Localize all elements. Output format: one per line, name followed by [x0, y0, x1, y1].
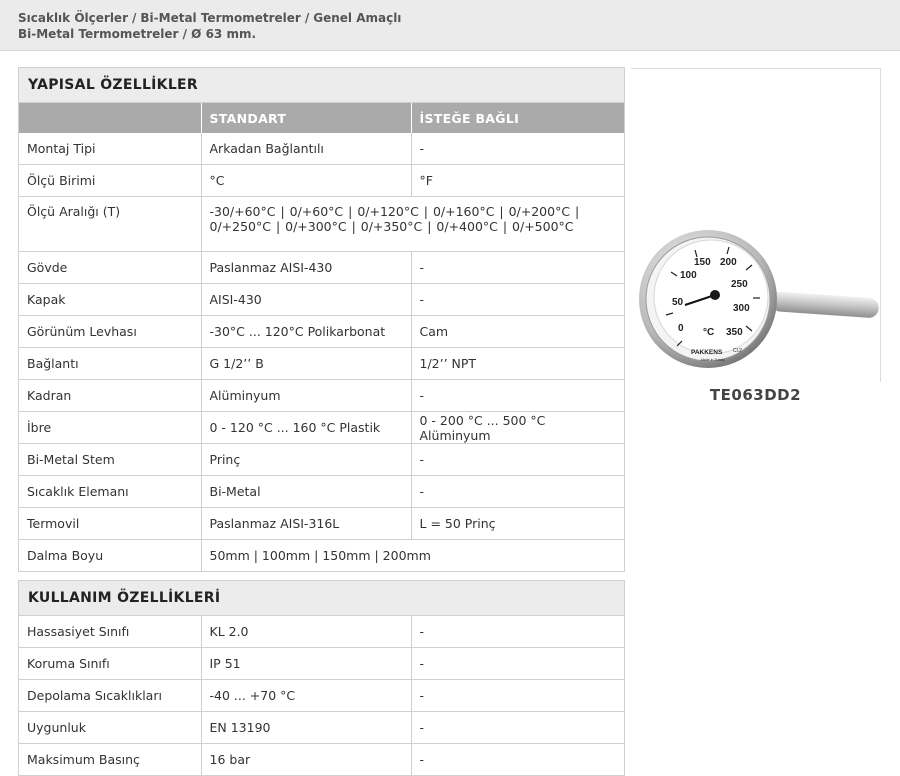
table-row — [19, 316, 624, 348]
row-label: Depolama Sıcaklıkları — [19, 680, 201, 712]
column-header-standard: STANDART — [201, 103, 411, 133]
row-standard-value: Prinç — [201, 444, 411, 476]
product-image-box — [631, 68, 881, 382]
thermometer-product-image — [631, 69, 880, 382]
row-optional-value: 1/2’’ NPT — [411, 348, 624, 380]
row-label: Sıcaklık Elemanı — [19, 476, 201, 508]
page-title: Bi-Metal Termometreler / Ø 63 mm. — [18, 27, 257, 41]
table-row — [19, 412, 624, 444]
row-standard-value: KL 2.0 — [201, 616, 411, 648]
row-optional-value: Cam — [411, 316, 624, 348]
structural-features-table — [19, 103, 624, 572]
table-row — [19, 508, 624, 540]
usage-features-title: KULLANIM ÖZELLİKLERİ — [19, 581, 624, 616]
row-standard-value: -40 ... +70 °C — [201, 680, 411, 712]
breadcrumb-item-genel-amacli[interactable]: Genel Amaçlı — [313, 11, 402, 25]
dial-number-100: 100 — [680, 270, 697, 281]
row-standard-value: -30°C ... 120°C Polikarbonat — [201, 316, 411, 348]
row-optional-value: - — [411, 284, 624, 316]
row-optional-value: - — [411, 252, 624, 284]
row-optional-value: °F — [411, 165, 624, 197]
row-label: Maksimum Basınç — [19, 744, 201, 776]
row-label: Montaj Tipi — [19, 133, 201, 165]
dial-number-200: 200 — [720, 257, 737, 268]
dial-number-0: 0 — [678, 323, 684, 334]
row-standard-value: °C — [201, 165, 411, 197]
structural-features-title: YAPISAL ÖZELLİKLER — [19, 68, 624, 103]
table-row — [19, 616, 624, 648]
table-row — [19, 284, 624, 316]
row-standard-value: G 1/2’’ B — [201, 348, 411, 380]
row-standard-value: Paslanmaz AISI-316L — [201, 508, 411, 540]
row-label: Termovil — [19, 508, 201, 540]
row-label: Gövde — [19, 252, 201, 284]
dial-number-150: 150 — [694, 257, 711, 268]
usage-features-section — [18, 580, 625, 776]
table-row — [19, 540, 624, 572]
row-standard-value: Bi-Metal — [201, 476, 411, 508]
class-mark: Cl.2 — [733, 348, 742, 354]
row-optional-value: - — [411, 648, 624, 680]
row-standard-value: -30/+60°C | 0/+60°C | 0/+120°C | 0/+160°C | 0/+200°C | 0/+250°C | 0/+300°C | 0/+350°C | 0/+400°C | 0/+500°C — [201, 197, 624, 252]
row-standard-value: IP 51 — [201, 648, 411, 680]
row-standard-value: 50mm | 100mm | 150mm | 200mm — [201, 540, 624, 572]
table-row — [19, 712, 624, 744]
dial-number-250: 250 — [731, 279, 748, 290]
dial-number-350: 350 — [726, 327, 743, 338]
column-header-label — [19, 103, 201, 133]
brand-label: PAKKENS — [691, 349, 723, 356]
column-header-optional: İSTEĞE BAĞLI — [411, 103, 624, 133]
row-standard-value: Arkadan Bağlantılı — [201, 133, 411, 165]
pointer-hub — [710, 290, 720, 300]
row-label: Uygunluk — [19, 712, 201, 744]
row-label: Kapak — [19, 284, 201, 316]
made-in-label: Made in Turkey — [701, 358, 725, 362]
dial-number-300: 300 — [733, 303, 750, 314]
breadcrumb-bar — [0, 0, 900, 51]
structural-features-section — [18, 67, 625, 572]
row-label: Koruma Sınıfı — [19, 648, 201, 680]
row-optional-value: - — [411, 680, 624, 712]
row-label: Kadran — [19, 380, 201, 412]
usage-features-table — [19, 616, 624, 776]
row-label: Ölçü Birimi — [19, 165, 201, 197]
row-optional-value: - — [411, 444, 624, 476]
table-row — [19, 165, 624, 197]
table-row — [19, 348, 624, 380]
row-optional-value: - — [411, 712, 624, 744]
row-standard-value: 0 - 120 °C ... 160 °C Plastik — [201, 412, 411, 444]
breadcrumb-item-bi-metal-termometreler[interactable]: Bi-Metal Termometreler — [140, 11, 301, 25]
table-row — [19, 133, 624, 165]
row-label: Bi-Metal Stem — [19, 444, 201, 476]
table-header-row — [19, 103, 624, 133]
row-standard-value: Alüminyum — [201, 380, 411, 412]
row-optional-value: - — [411, 616, 624, 648]
table-row — [19, 380, 624, 412]
row-optional-value: 0 - 200 °C ... 500 °C Alüminyum — [411, 412, 624, 444]
row-standard-value: 16 bar — [201, 744, 411, 776]
table-row — [19, 252, 624, 284]
row-standard-value: Paslanmaz AISI-430 — [201, 252, 411, 284]
table-row — [19, 197, 624, 252]
breadcrumb-separator: / — [132, 11, 137, 25]
row-optional-value: - — [411, 380, 624, 412]
breadcrumb-item-sicaklik-olcerler[interactable]: Sıcaklık Ölçerler — [18, 11, 128, 25]
row-optional-value: - — [411, 744, 624, 776]
row-standard-value: EN 13190 — [201, 712, 411, 744]
row-standard-value: AISI-430 — [201, 284, 411, 316]
product-code: TE063DD2 — [709, 386, 802, 404]
row-label: Bağlantı — [19, 348, 201, 380]
row-label: Ölçü Aralığı (T) — [19, 197, 201, 252]
row-label: Dalma Boyu — [19, 540, 201, 572]
row-optional-value: L = 50 Prinç — [411, 508, 624, 540]
table-row — [19, 444, 624, 476]
row-optional-value: - — [411, 133, 624, 165]
table-row — [19, 744, 624, 776]
row-optional-value: - — [411, 476, 624, 508]
row-label: Hassasiyet Sınıfı — [19, 616, 201, 648]
table-row — [19, 680, 624, 712]
stem — [770, 291, 879, 318]
dial-unit: °C — [703, 327, 715, 338]
dial-number-50: 50 — [672, 297, 684, 308]
breadcrumb — [18, 11, 401, 26]
table-row — [19, 476, 624, 508]
row-label: Görünüm Levhası — [19, 316, 201, 348]
row-label: İbre — [19, 412, 201, 444]
table-row — [19, 648, 624, 680]
breadcrumb-separator: / — [304, 11, 310, 25]
